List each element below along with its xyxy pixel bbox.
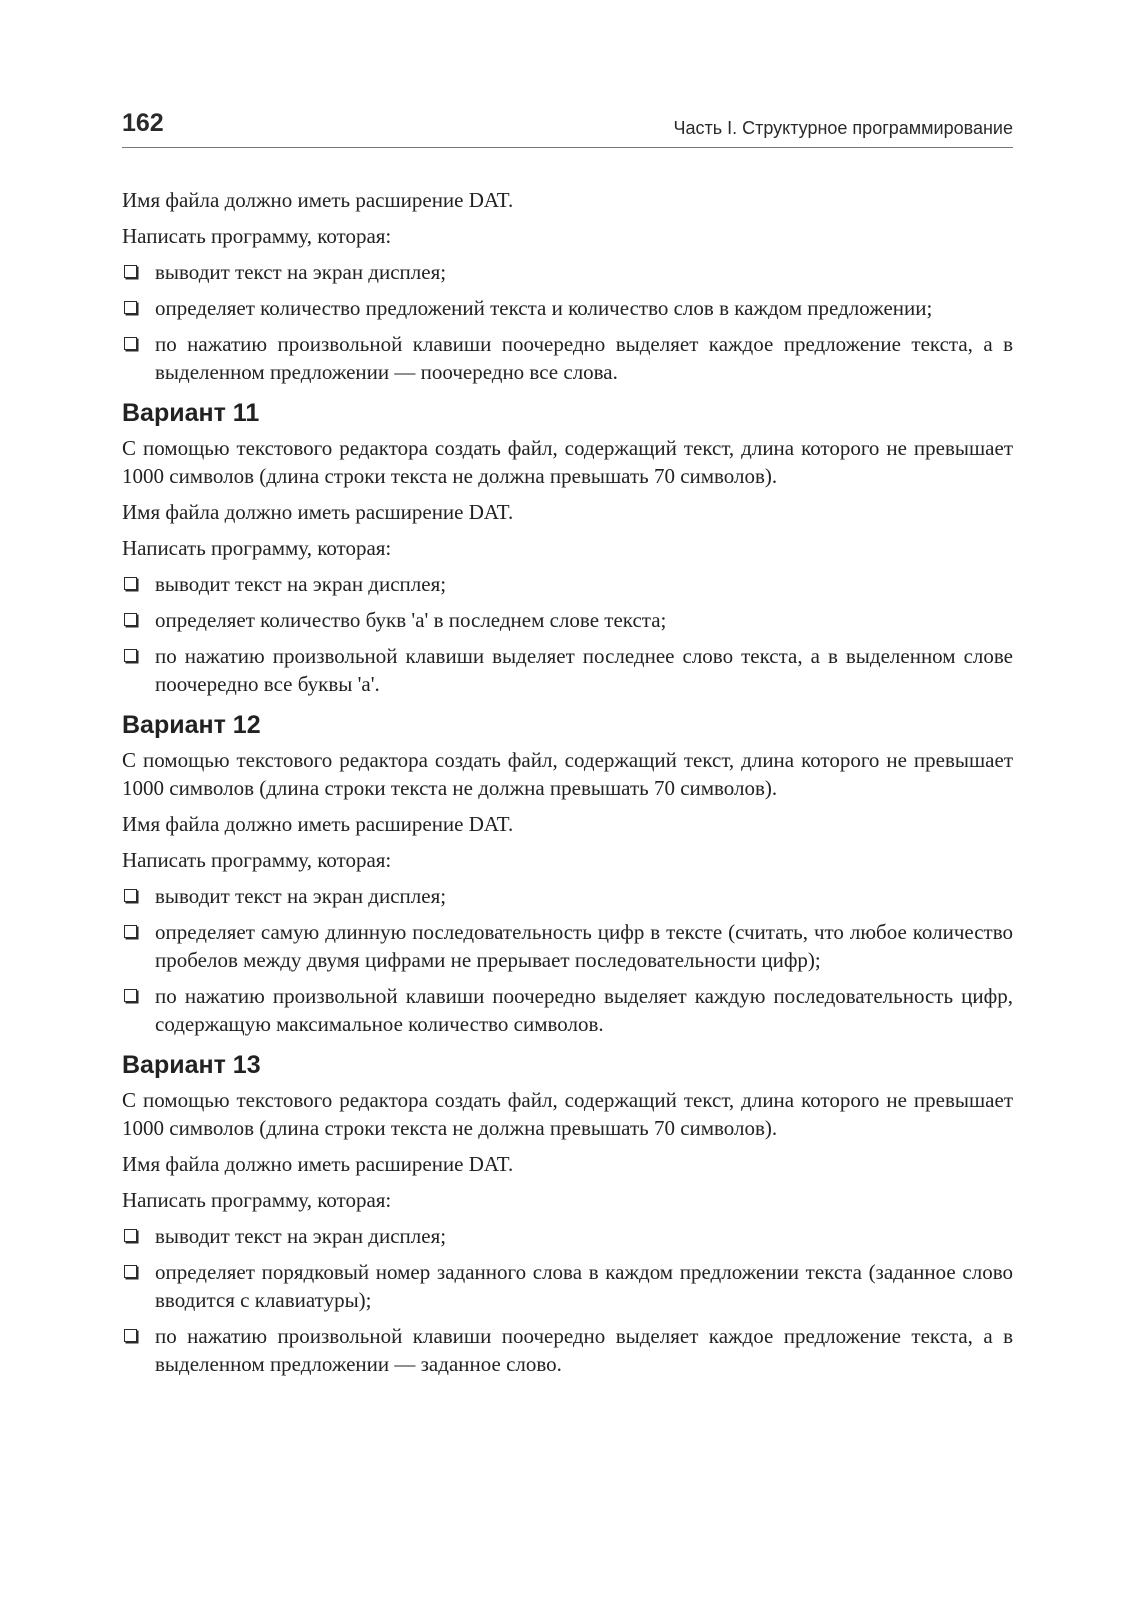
list-item-text: определяет порядковый номер заданного слова в каждом предложении текста (заданное слово вводится с клавиатуры); [155, 1260, 1013, 1312]
checkbox-bullet-icon [124, 889, 137, 902]
requirements-list [122, 882, 1013, 1038]
variant-heading: Вариант 12 [122, 711, 261, 739]
file-extension-note: Имя файла должно иметь расширение DAT. [122, 812, 514, 836]
list-item-text: по нажатию произвольной клавиши выделяет последнее слово текста, а в выделенном слове поочередно все буквы 'a'. [155, 644, 1013, 696]
checkbox-bullet-icon [124, 577, 137, 590]
checkbox-bullet-icon [124, 1265, 137, 1278]
list-item [122, 330, 1013, 386]
variant-13 [122, 1050, 1013, 1378]
checkbox-bullet-icon [124, 649, 137, 662]
list-item-text: выводит текст на экран дисплея; [155, 572, 447, 596]
checkbox-bullet-icon [124, 1329, 137, 1342]
write-program-note: Написать программу, которая: [122, 848, 392, 872]
task-description: С помощью текстового редактора создать файл, содержащий текст, длина которого не превышает 1000 символов (длина строки текста не должна превышать 70 символов). [122, 748, 1013, 800]
file-extension-note: Имя файла должно иметь расширение DAT. [122, 500, 514, 524]
list-item-text: определяет количество букв 'a' в последнем слове текста; [155, 608, 667, 632]
list-item [122, 642, 1013, 698]
list-item [122, 570, 1013, 598]
write-program-note: Написать программу, которая: [122, 1188, 392, 1212]
list-item-text: по нажатию произвольной клавиши поочередно выделяет каждое предложение текста, а в выделенном предложении — заданное слово. [155, 1324, 1013, 1376]
checkbox-bullet-icon [124, 265, 137, 278]
list-item-text: выводит текст на экран дисплея; [155, 1224, 447, 1248]
variant-12 [122, 710, 1013, 1038]
list-item [122, 982, 1013, 1038]
checkbox-bullet-icon [124, 1229, 137, 1242]
list-item-text: выводит текст на экран дисплея; [155, 260, 447, 284]
list-item-text: определяет самую длинную последовательность цифр в тексте (считать, что любое количество пробелов между двумя цифрами не прерывает последовательности цифр); [155, 920, 1013, 972]
list-item [122, 606, 1013, 634]
list-item [122, 882, 1013, 910]
variant-11 [122, 398, 1013, 698]
checkbox-bullet-icon [124, 337, 137, 350]
checkbox-bullet-icon [124, 301, 137, 314]
list-item-text: по нажатию произвольной клавиши поочередно выделяет каждую последовательность цифр, содержащую максимальное количество символов. [155, 984, 1013, 1036]
list-item-text: выводит текст на экран дисплея; [155, 884, 447, 908]
requirements-list [122, 570, 1013, 698]
page-content [122, 186, 1013, 1386]
requirements-list [122, 1222, 1013, 1378]
file-extension-note: Имя файла должно иметь расширение DAT. [122, 188, 514, 212]
file-extension-note: Имя файла должно иметь расширение DAT. [122, 1152, 514, 1176]
task-description: С помощью текстового редактора создать файл, содержащий текст, длина которого не превышает 1000 символов (длина строки текста не должна превышать 70 символов). [122, 436, 1013, 488]
list-item [122, 1322, 1013, 1378]
list-item [122, 1222, 1013, 1250]
write-program-note: Написать программу, которая: [122, 536, 392, 560]
list-item-text: определяет количество предложений текста и количество слов в каждом предложении; [155, 296, 933, 320]
list-item [122, 1258, 1013, 1314]
page-header [122, 107, 1013, 148]
checkbox-bullet-icon [124, 989, 137, 1002]
checkbox-bullet-icon [124, 925, 137, 938]
list-item [122, 294, 1013, 322]
requirements-list [122, 258, 1013, 386]
list-item-text: по нажатию произвольной клавиши поочередно выделяет каждое предложение текста, а в выделенном предложении — поочередно все слова. [155, 332, 1013, 384]
variant-heading: Вариант 13 [122, 1051, 261, 1079]
list-item [122, 918, 1013, 974]
variant-heading: Вариант 11 [122, 399, 260, 427]
task-description: С помощью текстового редактора создать файл, содержащий текст, длина которого не превышает 1000 символов (длина строки текста не должна превышать 70 символов). [122, 1088, 1013, 1140]
write-program-note: Написать программу, которая: [122, 224, 392, 248]
page-number: 162 [122, 109, 164, 137]
list-item [122, 258, 1013, 286]
running-title: Часть I. Структурное программирование [673, 118, 1013, 138]
checkbox-bullet-icon [124, 613, 137, 626]
